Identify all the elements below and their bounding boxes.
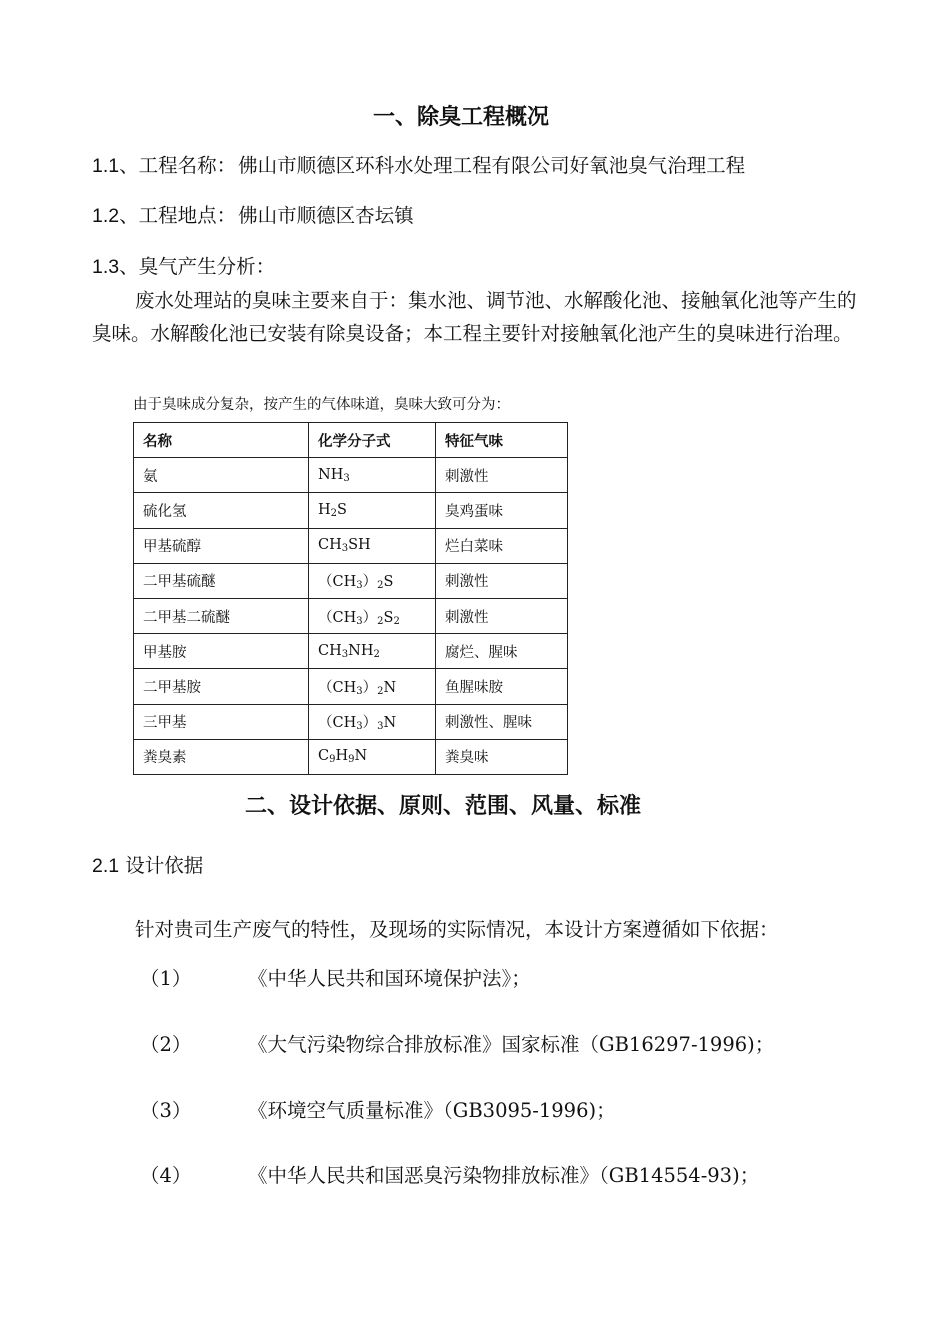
basis-item-1-index: （1） [140, 967, 192, 990]
table-row [134, 669, 568, 704]
cell-smell: 腐烂、腥味 [436, 634, 568, 669]
formula-text: ） [362, 715, 378, 732]
cell-smell: 刺激性 [436, 563, 568, 598]
item-1-3 [92, 251, 275, 279]
cell-name: 粪臭素 [134, 739, 309, 774]
basis-item-3-index: （3） [140, 1099, 192, 1122]
cell-smell: 刺激性 [436, 598, 568, 633]
item-1-2-label: 、工程地点： [119, 204, 237, 227]
cell-formula [309, 739, 436, 774]
cell-name: 氨 [134, 458, 309, 493]
formula-text: N [383, 679, 397, 696]
formula-subscript: 3 [343, 472, 350, 484]
formula-subscript: 3 [341, 648, 349, 660]
item-1-3-number: 1.3 [92, 256, 120, 278]
formula-text: CH [318, 642, 342, 659]
item-1-1-label: 、工程名称： [119, 154, 237, 177]
table-row [134, 493, 568, 528]
formula-text: ） [362, 609, 378, 626]
formula-subscript: 9 [329, 754, 336, 766]
basis-item-1-text: 《中华人民共和国环境保护法》； [248, 967, 531, 990]
table-row [134, 634, 568, 669]
basis-item-2-index: （2） [140, 1033, 192, 1056]
item-1-1-number: 1.1 [92, 155, 120, 177]
item-2-1 [92, 850, 203, 878]
formula-text: SH [348, 537, 371, 554]
header-name: 名称 [134, 423, 309, 458]
cell-smell: 鱼腥味胺 [436, 669, 568, 704]
formula-subscript: 9 [348, 754, 355, 766]
formula-text: S [383, 609, 394, 626]
formula-subscript: 2 [377, 580, 384, 592]
formula-subscript: 2 [377, 685, 384, 697]
header-smell: 特征气味 [436, 423, 568, 458]
formula-subscript: 2 [373, 648, 380, 660]
formula-subscript: 2 [393, 615, 400, 627]
formula-text: CH [318, 537, 342, 554]
cell-smell: 臭鸡蛋味 [436, 493, 568, 528]
table-row [134, 598, 568, 633]
table-row [134, 704, 568, 739]
cell-formula [309, 669, 436, 704]
cell-name: 硫化氢 [134, 493, 309, 528]
table-row [134, 563, 568, 598]
cell-name: 甲基胺 [134, 634, 309, 669]
formula-text: H [335, 748, 349, 765]
cell-name: 二甲基二硫醚 [134, 598, 309, 633]
formula-subscript: 2 [330, 507, 338, 519]
formula-text: N [354, 748, 368, 765]
item-2-1-label: 设计依据 [119, 854, 204, 877]
design-basis-intro: 针对贵司生产废气的特性，及现场的实际情况，本设计方案遵循如下依据： [135, 918, 779, 941]
odor-components-table [133, 422, 568, 775]
cell-name: 甲基硫醇 [134, 528, 309, 563]
odor-analysis-paragraph: 废水处理站的臭味主要来自于：集水池、调节池、水解酸化池、接触氧化池等产生的臭味。水解酸化池已安装有除臭设备；本工程主要针对接触氧化池产生的臭味进行治理。 [92, 289, 857, 345]
cell-formula [309, 458, 436, 493]
formula-text: ） [362, 679, 378, 696]
section1-title: 一、除臭工程概况 [373, 105, 550, 130]
cell-formula [309, 704, 436, 739]
table-header-row [134, 423, 568, 458]
cell-formula [309, 493, 436, 528]
item-1-2-value: 佛山市顺德区杏坛镇 [238, 204, 414, 227]
item-1-1-value: 佛山市顺德区环科水处理工程有限公司好氧池臭气治理工程 [238, 154, 746, 177]
formula-text: H [318, 501, 331, 518]
formula-text: N [383, 715, 397, 732]
table-row [134, 739, 568, 774]
table-row [134, 528, 568, 563]
cell-formula [309, 634, 436, 669]
formula-text: NH [348, 642, 374, 659]
formula-text: （CH [318, 574, 357, 591]
formula-subscript: 3 [356, 685, 363, 697]
basis-item-2-text: 《大气污染物综合排放标准》国家标准（GB16297-1996)； [248, 1033, 775, 1056]
formula-subscript: 3 [341, 543, 349, 555]
item-1-2-number: 1.2 [92, 205, 120, 227]
table-caption: 由于臭味成分复杂，按产生的气体味道，臭味大致可分为： [133, 397, 510, 413]
cell-name: 三甲基 [134, 704, 309, 739]
formula-text: （CH [318, 609, 357, 626]
cell-formula [309, 528, 436, 563]
formula-text: S [337, 501, 347, 518]
formula-text: S [383, 574, 394, 591]
cell-smell: 烂白菜味 [436, 528, 568, 563]
formula-text: ） [362, 574, 378, 591]
cell-smell: 刺激性、腥味 [436, 704, 568, 739]
formula-text: （CH [318, 679, 357, 696]
formula-subscript: 3 [377, 721, 384, 733]
basis-item-4-index: （4） [140, 1164, 192, 1187]
header-formula: 化学分子式 [309, 423, 436, 458]
formula-text: C [318, 748, 330, 765]
formula-subscript: 2 [377, 615, 384, 627]
formula-subscript: 3 [356, 721, 363, 733]
formula-text: NH [318, 466, 344, 483]
basis-item-4-text: 《中华人民共和国恶臭污染物排放标准》（GB14554-93)； [248, 1164, 760, 1187]
cell-smell: 刺激性 [436, 458, 568, 493]
item-1-1 [92, 150, 745, 178]
cell-smell: 粪臭味 [436, 739, 568, 774]
formula-text: （CH [318, 715, 357, 732]
formula-subscript: 3 [356, 580, 363, 592]
cell-name: 二甲基胺 [134, 669, 309, 704]
section2-title: 二、设计依据、原则、范围、风量、标准 [245, 794, 642, 819]
basis-item-3-text: 《环境空气质量标准》（GB3095-1996)； [248, 1099, 616, 1122]
cell-formula [309, 563, 436, 598]
formula-subscript: 3 [356, 615, 363, 627]
item-1-3-label: 、臭气产生分析： [119, 255, 276, 278]
item-1-2 [92, 200, 414, 228]
table-row [134, 458, 568, 493]
cell-formula [309, 598, 436, 633]
item-2-1-number: 2.1 [92, 855, 120, 877]
cell-name: 二甲基硫醚 [134, 563, 309, 598]
